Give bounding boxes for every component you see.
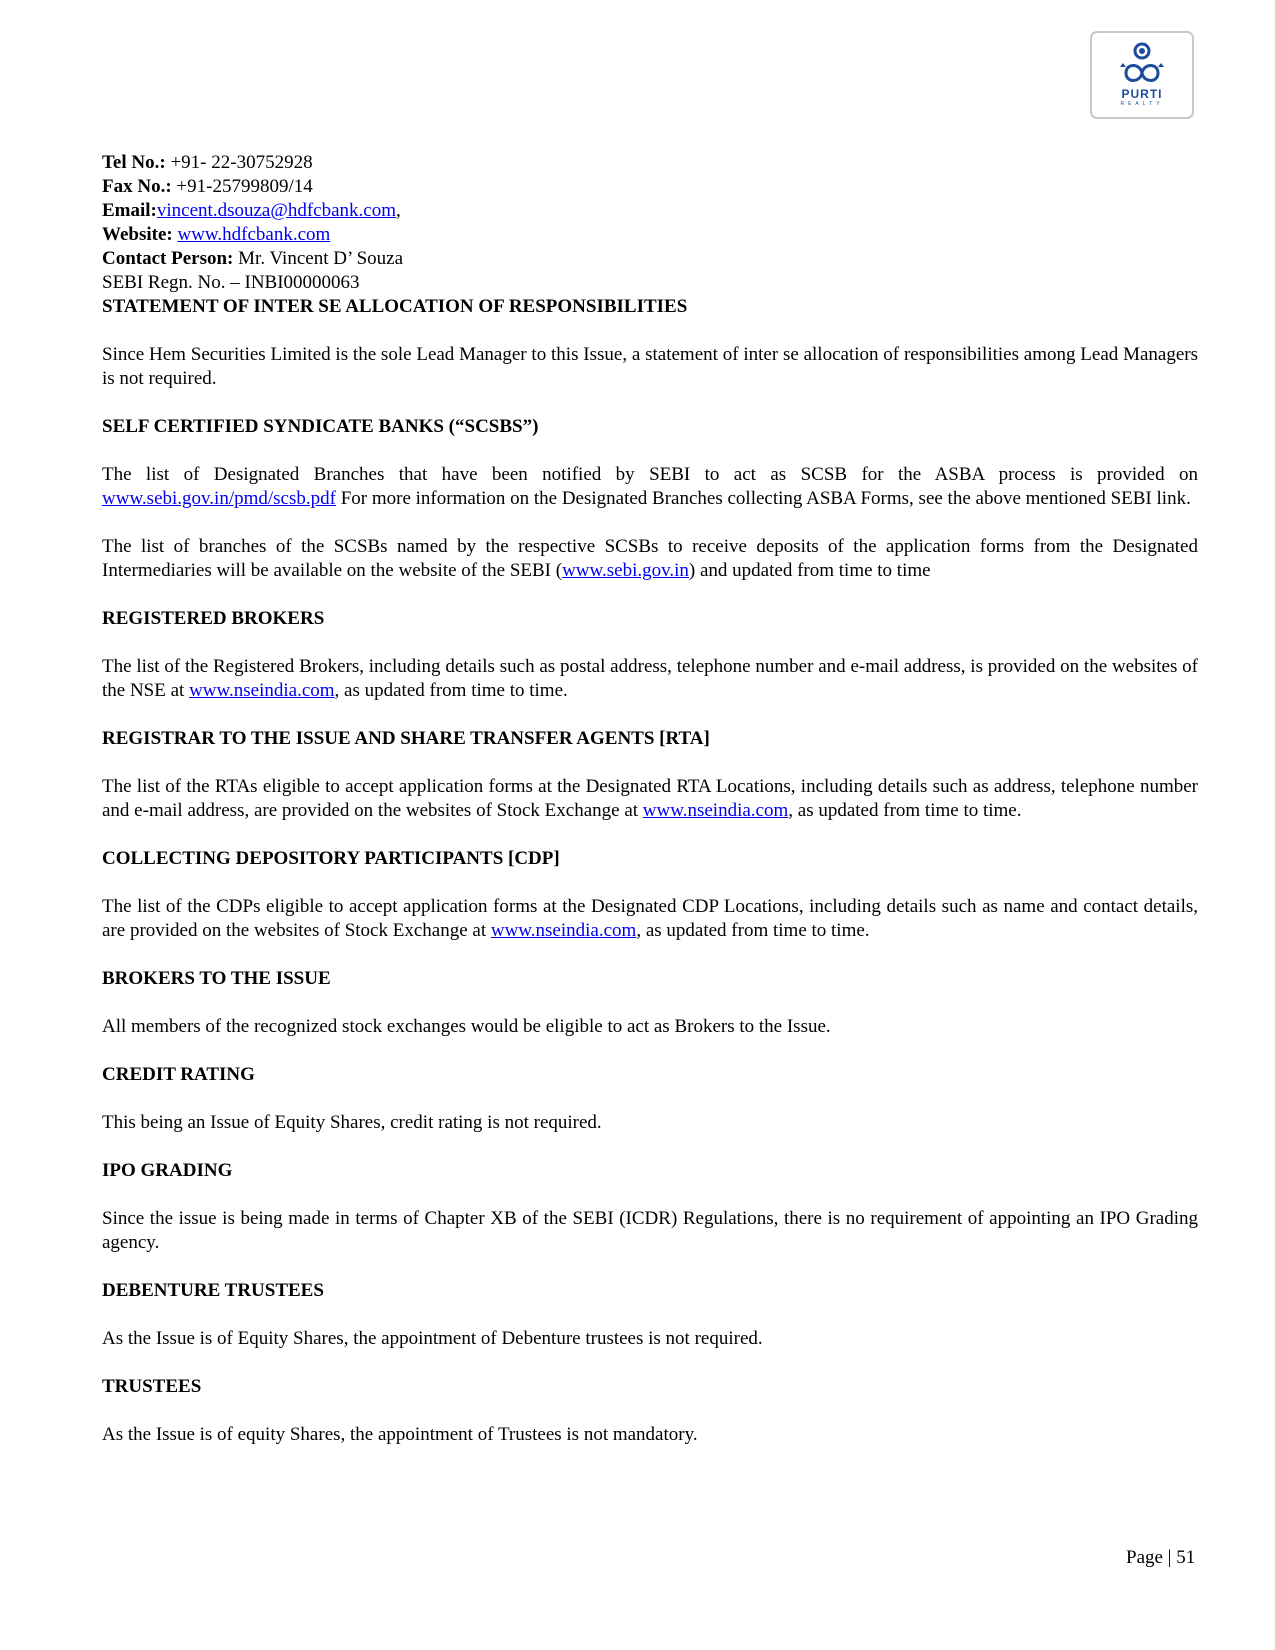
brokers-text-after: , as updated from time to time. (334, 680, 568, 701)
sebi-regn: SEBI Regn. No. – INBI00000063 (102, 272, 360, 293)
tel-value: +91- 22-30752928 (165, 152, 313, 173)
contact-person-label: Contact Person: (102, 248, 234, 269)
heading-scsb: SELF CERTIFIED SYNDICATE BANKS (“SCSBS”) (102, 416, 539, 437)
paragraph-scsb-2 (102, 535, 1198, 583)
email-link[interactable]: vincent.dsouza@hdfcbank.com (156, 200, 396, 221)
contact-block (102, 151, 1198, 295)
paragraph-inter-se: Since Hem Securities Limited is the sole Lead Manager to this Issue, a statement of inter se allocation of responsibilities among Lead Managers is not required. (102, 344, 1198, 389)
nse-link-cdp[interactable]: www.nseindia.com (490, 920, 637, 941)
page-number: Page | 51 (1126, 1547, 1196, 1568)
fax-label: Fax No.: (102, 176, 172, 197)
website-label: Website: (102, 224, 173, 245)
scsb-1-text: The list of Designated Branches that have been notified by SEBI to act as SCSB for the ASBA process is provided on (102, 464, 1198, 485)
paragraph-cdp (102, 895, 1198, 943)
heading-cdp: COLLECTING DEPOSITORY PARTICIPANTS [CDP] (102, 848, 560, 869)
scsb-1-text-after: For more information on the Designated Branches collecting ASBA Forms, see the above mentioned SEBI link. (335, 488, 1191, 509)
email-label: Email: (102, 200, 157, 221)
heading-credit-rating: CREDIT RATING (102, 1064, 255, 1085)
paragraph-rta (102, 775, 1198, 823)
cdp-text-after: , as updated from time to time. (636, 920, 870, 941)
heading-rta: REGISTRAR TO THE ISSUE AND SHARE TRANSFER AGENTS [RTA] (102, 728, 710, 749)
document-body (102, 151, 1198, 1447)
email-trailing: , (395, 200, 401, 221)
paragraph-scsb-1 (102, 463, 1198, 511)
sebi-link[interactable]: www.sebi.gov.in (562, 560, 689, 581)
contact-person-line (102, 247, 1198, 271)
paragraph-registered-brokers (102, 655, 1198, 703)
scsb-2-text-after: ) and updated from time to time (688, 560, 931, 581)
paragraph-credit-rating: This being an Issue of Equity Shares, credit rating is not required. (102, 1112, 602, 1133)
paragraph-ipo-grading: Since the issue is being made in terms of Chapter XB of the SEBI (ICDR) Regulations, there is no requirement of appointing an IPO Grading agency. (102, 1208, 1198, 1253)
nse-link-brokers[interactable]: www.nseindia.com (189, 680, 335, 701)
contact-person-value: Mr. Vincent D’ Souza (233, 248, 404, 269)
email-line (102, 199, 1198, 223)
company-logo (1090, 31, 1194, 119)
heading-ipo-grading: IPO GRADING (102, 1160, 233, 1181)
brokers-text: The list of the Registered Brokers, including details such as postal address, telephone number and e-mail address, is provided on the websites of the NSE at (102, 656, 1198, 701)
heading-trustees: TRUSTEES (102, 1376, 202, 1397)
paragraph-brokers-to-issue: All members of the recognized stock exchanges would be eligible to act as Brokers to the Issue. (102, 1016, 831, 1037)
tel-label: Tel No.: (102, 152, 166, 173)
cdp-text: The list of the CDPs eligible to accept application forms at the Designated CDP Locations, including details such as name and contact details, are provided on the websites of Stock Exchange at (102, 896, 1198, 941)
website-link[interactable]: www.hdfcbank.com (177, 224, 331, 245)
paragraph-trustees: As the Issue is of equity Shares, the appointment of Trustees is not mandatory. (102, 1424, 698, 1445)
nse-link-rta[interactable]: www.nseindia.com (642, 800, 789, 821)
scsb-pdf-link[interactable]: www.sebi.gov.in/pmd/scsb.pdf (102, 488, 336, 509)
logo-subtitle: REALTY (1120, 101, 1164, 107)
purti-logo-icon (1110, 39, 1174, 87)
heading-debenture-trustees: DEBENTURE TRUSTEES (102, 1280, 324, 1301)
website-line (102, 223, 1198, 247)
rta-text: The list of the RTAs eligible to accept application forms at the Designated RTA Locations, including details such as address, telephone number and e-mail address, are provided on the websites of Stock Exchange at (102, 776, 1198, 821)
paragraph-debenture-trustees: As the Issue is of Equity Shares, the appointment of Debenture trustees is not required. (102, 1328, 763, 1349)
logo-name: PURTI (1121, 87, 1163, 101)
fax-value: +91-25799809/14 (171, 176, 313, 197)
scsb-2-text: The list of branches of the SCSBs named by the respective SCSBs to receive deposits of the application forms from the Designated Intermediaries will be available on the website of the SEBI ( (102, 536, 1198, 581)
heading-inter-se: STATEMENT OF INTER SE ALLOCATION OF RESPONSIBILITIES (102, 296, 688, 317)
heading-registered-brokers: REGISTERED BROKERS (102, 608, 325, 629)
heading-brokers-to-issue: BROKERS TO THE ISSUE (102, 968, 331, 989)
rta-text-after: , as updated from time to time. (788, 800, 1022, 821)
fax-line (102, 175, 1198, 199)
tel-line (102, 151, 1198, 175)
